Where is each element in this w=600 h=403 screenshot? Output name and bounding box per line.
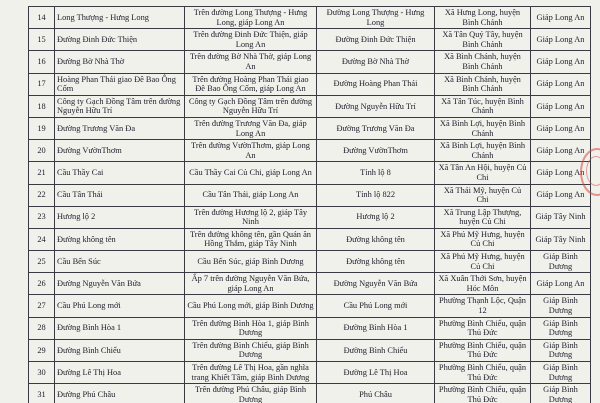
cell-position: Trên đường Hoàng Phan Thái giao Đê Bao Ông Cốm, giáp Long An xyxy=(185,73,317,95)
cell-location-name: Cầu Phú Long mới xyxy=(55,295,185,317)
cell-location-name: Hương lộ 2 xyxy=(55,206,185,228)
cell-position: Trên đường Hương lộ 2, giáp Tây Ninh xyxy=(185,206,317,228)
cell-location-name: Cầu Bến Súc xyxy=(55,251,185,273)
cell-number: 29 xyxy=(29,339,55,361)
table-row xyxy=(29,295,591,317)
cell-number: 22 xyxy=(29,184,55,206)
cell-number: 28 xyxy=(29,317,55,339)
cell-road: Đường Bờ Nhà Thờ xyxy=(317,51,435,73)
cell-border-province: Giáp Long An xyxy=(531,117,591,139)
cell-number: 23 xyxy=(29,206,55,228)
cell-border-province: Giáp Long An xyxy=(531,51,591,73)
checkpoint-table xyxy=(28,6,591,403)
cell-position: Trên đường Bình Chiểu, giáp Bình Dương xyxy=(185,339,317,361)
cell-position: Cầu Bến Súc, giáp Bình Dương xyxy=(185,251,317,273)
cell-ward-district: Xã Bình Lợi, huyện Bình Chánh xyxy=(435,117,531,139)
table-row xyxy=(29,29,591,51)
cell-ward-district: Xã Tân Túc, huyện Bình Chánh xyxy=(435,95,531,117)
cell-border-province: Giáp Bình Dương xyxy=(531,317,591,339)
red-seal-stamp-inner xyxy=(586,156,600,186)
cell-location-name: Đường Phú Châu xyxy=(55,384,185,403)
cell-number: 31 xyxy=(29,384,55,403)
cell-road: Tỉnh lộ 822 xyxy=(317,184,435,206)
cell-position: Trên đường Bình Hòa 1, giáp Bình Dương xyxy=(185,317,317,339)
cell-location-name: Hoàng Phan Thái giao Đê Bao Ông Cốm xyxy=(55,73,185,95)
cell-road: Đường Lê Thị Hoa xyxy=(317,362,435,384)
cell-number: 30 xyxy=(29,362,55,384)
cell-position: Trên đường Bờ Nhà Thờ, giáp Long An xyxy=(185,51,317,73)
cell-position: Công ty Gạch Đồng Tâm trên đường Nguyễn Hữu Trí xyxy=(185,95,317,117)
cell-road: Đường không tên xyxy=(317,228,435,250)
cell-ward-district: Phường Bình Chiểu, quận Thủ Đức xyxy=(435,339,531,361)
cell-location-name: Đường không tên xyxy=(55,228,185,250)
cell-road: Đường Bình Hòa 1 xyxy=(317,317,435,339)
cell-location-name: Cầu Tân Thái xyxy=(55,184,185,206)
cell-border-province: Giáp Long An xyxy=(531,95,591,117)
cell-road: Đường không tên xyxy=(317,251,435,273)
cell-border-province: Giáp Long An xyxy=(531,184,591,206)
table-row xyxy=(29,95,591,117)
cell-border-province: Giáp Tây Ninh xyxy=(531,206,591,228)
cell-border-province: Giáp Long An xyxy=(531,273,591,295)
cell-location-name: Đường Lê Thị Hoa xyxy=(55,362,185,384)
cell-road: Hương lộ 2 xyxy=(317,206,435,228)
table-row xyxy=(29,117,591,139)
cell-position: Trên đường Phú Châu, giáp Bình Dương xyxy=(185,384,317,403)
cell-number: 18 xyxy=(29,95,55,117)
cell-road: Cầu Phú Long mới xyxy=(317,295,435,317)
cell-border-province: Giáp Tây Ninh xyxy=(531,228,591,250)
cell-road: Đường Bình Chiểu xyxy=(317,339,435,361)
cell-ward-district: Phường Bình Chiểu, quận Thủ Đức xyxy=(435,362,531,384)
cell-border-province: Giáp Bình Dương xyxy=(531,384,591,403)
table-row xyxy=(29,362,591,384)
cell-ward-district: Xã Bình Chánh, huyện Bình Chánh xyxy=(435,73,531,95)
cell-ward-district: Xã Thái Mỹ, huyện Củ Chi xyxy=(435,184,531,206)
cell-ward-district: Xã Phú Mỹ Hưng, huyện Củ Chi xyxy=(435,251,531,273)
cell-border-province: Giáp Bình Dương xyxy=(531,339,591,361)
cell-ward-district: Xã Phú Mỹ Hưng, huyện Củ Chi xyxy=(435,228,531,250)
cell-border-province: Giáp Long An xyxy=(531,162,591,184)
cell-road: Phú Châu xyxy=(317,384,435,403)
table-row xyxy=(29,184,591,206)
cell-location-name: Đường Bờ Nhà Thờ xyxy=(55,51,185,73)
cell-border-province: Giáp Bình Dương xyxy=(531,295,591,317)
cell-ward-district: Xã Xuân Thới Sơn, huyện Hóc Môn xyxy=(435,273,531,295)
cell-position: Ấp 7 trên đường Nguyễn Văn Bứa, giáp Long An xyxy=(185,273,317,295)
cell-border-province: Giáp Long An xyxy=(531,29,591,51)
cell-location-name: Đường Trương Văn Đa xyxy=(55,117,185,139)
cell-number: 20 xyxy=(29,140,55,162)
cell-number: 25 xyxy=(29,251,55,273)
cell-position: Trên đường Trương Văn Đa, giáp Long An xyxy=(185,117,317,139)
table-row xyxy=(29,317,591,339)
cell-border-province: Giáp Long An xyxy=(531,73,591,95)
cell-number: 27 xyxy=(29,295,55,317)
cell-number: 26 xyxy=(29,273,55,295)
cell-ward-district: Xã Bình Lợi, huyện Bình Chánh xyxy=(435,140,531,162)
table-row xyxy=(29,73,591,95)
cell-number: 21 xyxy=(29,162,55,184)
table-row xyxy=(29,206,591,228)
cell-location-name: Đường Bình Hòa 1 xyxy=(55,317,185,339)
cell-ward-district: Xã Tân Quý Tây, huyện Bình Chánh xyxy=(435,29,531,51)
table-body xyxy=(29,7,591,403)
cell-position: Trên đường Đinh Đức Thiện, giáp Long An xyxy=(185,29,317,51)
cell-position: Trên đường không tên, gần Quán ăn Hồng Thắm, giáp Tây Ninh xyxy=(185,228,317,250)
cell-position: Trên đường VườnThơm, giáp Long An xyxy=(185,140,317,162)
cell-border-province: Giáp Bình Dương xyxy=(531,362,591,384)
cell-border-province: Giáp Bình Dương xyxy=(531,251,591,273)
cell-position: Trên đường Lê Thị Hoa, gần nghĩa trang Khiết Tâm, giáp Bình Dương xyxy=(185,362,317,384)
cell-position: Cầu Thầy Cai Củ Chi, giáp Long An xyxy=(185,162,317,184)
cell-location-name: Công ty Gạch Đồng Tâm trên đường Nguyễn Hữu Trí xyxy=(55,95,185,117)
table-row xyxy=(29,140,591,162)
cell-road: Đường Long Thượng - Hưng Long xyxy=(317,7,435,29)
table-row xyxy=(29,51,591,73)
cell-number: 19 xyxy=(29,117,55,139)
cell-road: Đường Hoàng Phan Thái xyxy=(317,73,435,95)
cell-ward-district: Xã Trung Lập Thượng, huyện Củ Chi xyxy=(435,206,531,228)
cell-location-name: Đường Nguyễn Văn Bứa xyxy=(55,273,185,295)
table-row xyxy=(29,7,591,29)
cell-position: Cầu Tân Thái, giáp Long An xyxy=(185,184,317,206)
cell-position: Trên đường Long Thượng - Hưng Long, giáp Long An xyxy=(185,7,317,29)
cell-position: Cầu Phú Long mới, giáp Bình Dương xyxy=(185,295,317,317)
cell-location-name: Long Thượng - Hưng Long xyxy=(55,7,185,29)
cell-border-province: Giáp Long An xyxy=(531,140,591,162)
cell-road: Đường VườnThơm xyxy=(317,140,435,162)
cell-location-name: Cầu Thầy Cai xyxy=(55,162,185,184)
cell-location-name: Đường VườnThơm xyxy=(55,140,185,162)
cell-ward-district: Xã Tân An Hội, huyện Củ Chi xyxy=(435,162,531,184)
cell-ward-district: Xã Hưng Long, huyện Bình Chánh xyxy=(435,7,531,29)
cell-road: Đường Đinh Đức Thiện xyxy=(317,29,435,51)
cell-road: Đường Nguyễn Hữu Trí xyxy=(317,95,435,117)
table-row xyxy=(29,384,591,403)
cell-road: Tỉnh lộ 8 xyxy=(317,162,435,184)
table-row xyxy=(29,162,591,184)
cell-number: 16 xyxy=(29,51,55,73)
cell-road: Đường Trương Văn Đa xyxy=(317,117,435,139)
table-row xyxy=(29,339,591,361)
cell-number: 15 xyxy=(29,29,55,51)
cell-road: Đường Nguyễn Văn Bứa xyxy=(317,273,435,295)
cell-number: 24 xyxy=(29,228,55,250)
table-row xyxy=(29,251,591,273)
cell-border-province: Giáp Long An xyxy=(531,7,591,29)
cell-ward-district: Xã Bình Chánh, huyện Bình Chánh xyxy=(435,51,531,73)
cell-ward-district: Phường Bình Chiểu, quận Thủ Đức xyxy=(435,317,531,339)
cell-location-name: Đường Đinh Đức Thiện xyxy=(55,29,185,51)
cell-ward-district: Phường Thạnh Lộc, Quận 12 xyxy=(435,295,531,317)
cell-ward-district: Phường Bình Chiểu, quận Thủ Đức xyxy=(435,384,531,403)
table-row xyxy=(29,273,591,295)
cell-number: 14 xyxy=(29,7,55,29)
cell-number: 17 xyxy=(29,73,55,95)
table-row xyxy=(29,228,591,250)
cell-location-name: Đường Bình Chiểu xyxy=(55,339,185,361)
